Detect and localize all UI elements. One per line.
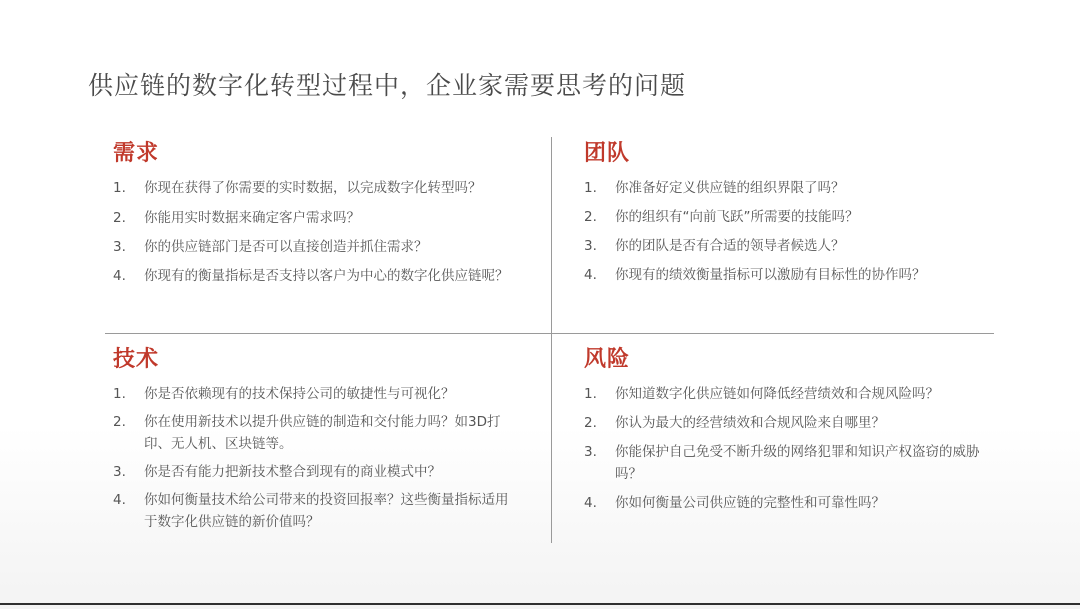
bottom-rule (0, 603, 1080, 605)
item-text: 你现在获得了你需要的实时数据，以完成数字化转型吗？ (144, 180, 482, 196)
item-number: 2. (113, 210, 126, 226)
quadrant-heading: 技术 (113, 347, 160, 372)
quadrant-demand (113, 136, 513, 295)
item-text: 你准备好定义供应链的组织界限了吗？ (615, 180, 845, 196)
item-number: 2. (584, 209, 597, 225)
quadrant-risk (584, 342, 989, 521)
item-number: 2. (113, 414, 126, 430)
vertical-divider (551, 137, 552, 543)
item-number: 1. (584, 386, 597, 402)
item-number: 4. (584, 495, 597, 511)
item-text: 你在使用新技术以提升供应链的制造和交付能力吗？如3D打印、无人机、区块链等。 (144, 414, 501, 452)
item-number: 4. (113, 268, 126, 284)
item-text: 你如何衡量公司供应链的完整性和可靠性吗？ (615, 495, 885, 511)
item-number: 1. (113, 180, 126, 196)
item-text: 你现有的衡量指标是否支持以客户为中心的数字化供应链呢？ (144, 268, 509, 284)
item-text: 你的团队是否有合适的领导者候选人？ (615, 238, 845, 254)
item-number: 2. (584, 415, 597, 431)
item-number: 1. (584, 180, 597, 196)
question-list (584, 383, 989, 514)
list-item (584, 235, 994, 257)
list-item (584, 264, 994, 286)
item-number: 3. (113, 464, 126, 480)
item-text: 你的组织有“向前飞跃”所需要的技能吗？ (615, 209, 859, 225)
item-text: 你的供应链部门是否可以直接创造并抓住需求？ (144, 239, 428, 255)
list-item (584, 492, 989, 514)
list-item (584, 412, 989, 434)
item-text: 你是否有能力把新技术整合到现有的商业模式中？ (144, 464, 441, 480)
list-item (113, 461, 518, 483)
item-text: 你能用实时数据来确定客户需求吗？ (144, 210, 360, 226)
item-text: 你如何衡量技术给公司带来的投资回报率？这些衡量指标适用于数字化供应链的新价值吗？ (144, 492, 509, 530)
item-text: 你能保护自己免受不断升级的网络犯罪和知识产权盗窃的威胁吗？ (615, 444, 980, 482)
quadrant-tech (113, 342, 518, 539)
list-item (113, 207, 513, 229)
list-item (584, 206, 994, 228)
quadrant-heading: 需求 (113, 141, 160, 166)
list-item (113, 383, 518, 405)
item-text: 你认为最大的经营绩效和合规风险来自哪里？ (615, 415, 885, 431)
question-list (113, 177, 513, 287)
item-text: 你现有的绩效衡量指标可以激励有目标性的协作吗？ (615, 267, 926, 283)
list-item (113, 489, 518, 533)
list-item (113, 177, 513, 199)
item-number: 3. (113, 239, 126, 255)
item-text: 你是否依赖现有的技术保持公司的敏捷性与可视化？ (144, 386, 455, 402)
question-list (113, 383, 518, 533)
list-item (584, 441, 989, 485)
list-item (584, 177, 994, 199)
list-item (113, 236, 513, 258)
quadrant-team (584, 136, 994, 293)
item-number: 4. (113, 492, 126, 508)
list-item (113, 265, 513, 287)
horizontal-divider (105, 333, 994, 334)
quadrant-heading: 风险 (584, 347, 631, 372)
item-text: 你知道数字化供应链如何降低经营绩效和合规风险吗？ (615, 386, 939, 402)
page-title: 供应链的数字化转型过程中，企业家需要思考的问题 (88, 71, 687, 100)
item-number: 3. (584, 444, 597, 460)
quadrant-heading: 团队 (584, 141, 631, 166)
item-number: 4. (584, 267, 597, 283)
item-number: 1. (113, 386, 126, 402)
question-list (584, 177, 994, 286)
item-number: 3. (584, 238, 597, 254)
list-item (584, 383, 989, 405)
list-item (113, 411, 518, 455)
